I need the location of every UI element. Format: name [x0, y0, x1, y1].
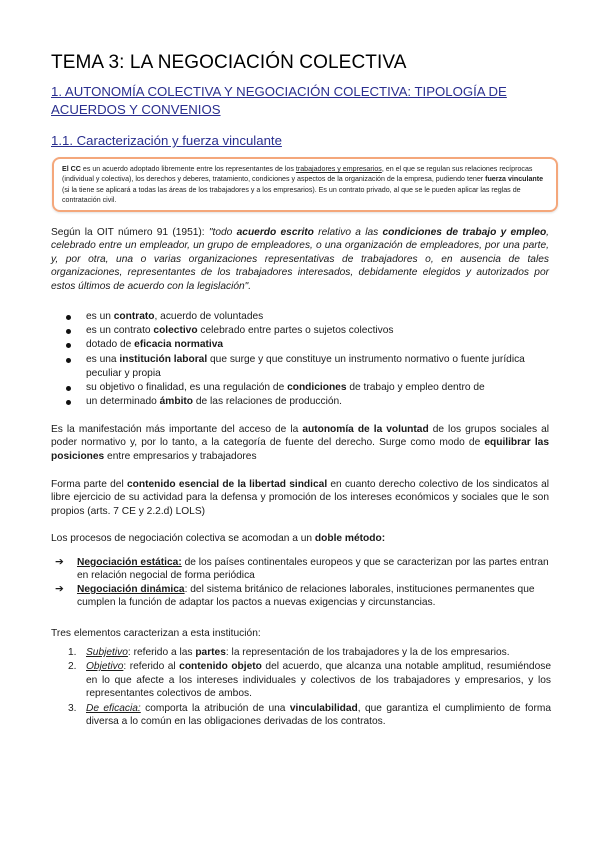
bullet-icon — [66, 358, 71, 363]
page-title: TEMA 3: LA NEGOCIACIÓN COLECTIVA — [51, 52, 407, 73]
methods-intro: Los procesos de negociación colectiva se acomodan a un doble método: — [51, 533, 386, 544]
definition-parties: trabajadores y empresarios — [295, 165, 382, 173]
characteristics-list — [51, 310, 551, 409]
definition-binding: fuerza vinculante — [485, 175, 544, 184]
arrow-right-icon: ➔ — [55, 556, 64, 568]
definition-box — [52, 157, 558, 212]
list-item: ➔ Negociación dinámica: del sistema británico de relaciones laborales, instituciones permanentes que cumplen la función de adaptar los pactos a nuevas exigencias y circunstancias. — [55, 582, 535, 609]
list-item: 1. Subjetivo: referido a las partes: la representación de los trabajadores y la de los empresarios. — [68, 647, 510, 658]
essential-content-paragraph: Forma parte del contenido esencial de la libertad sindical en cuanto derecho colectivo de los sindicatos al libre ejercicio de su actividad para la defensa y promoción de los intereses económicos y sociales que le son propios (arts. 7 CE y 2.2.d) LOLS) — [51, 479, 549, 517]
list-item: 2. Objetivo: referido al contenido objeto del acuerdo, que alcanza una notable amplitud, resumiéndose en lo que afecte a los intereses individuales y colectivos de los trabajadores y empresarios, y los representantes colectivos de ambos. — [68, 661, 551, 700]
definition-text: es un acuerdo adoptado libremente entre los representantes de los — [80, 165, 296, 173]
definition-text: , en el que se regulan sus relaciones recíprocas (individual y colectiva), los derechos y deberes, tratamiento, condiciones y aspectos de la organización de la empresa, pudiendo tener — [62, 165, 533, 184]
list-item: dotado de eficacia normativa — [51, 338, 551, 352]
bullet-icon — [66, 400, 71, 405]
arrow-right-icon: ➔ — [55, 582, 64, 595]
oit-quote: "todo acuerdo escrito relativo a las condiciones de trabajo y empleo, celebrado entre un empleador, un grupo de empleadores, o una organización de empleadores, por una parte, y, por otra, una o varias organizaciones representativas de trabajadores o, en ausencia de tales organizaciones, representantes de los trabajadores interesados, debidamente elegidos y autorizados por estos últimos de acuerdo con la legislación". — [51, 227, 550, 292]
section-heading: 1. AUTONOMÍA COLECTIVA Y NEGOCIACIÓN COLECTIVA: TIPOLOGÍA DE ACUERDOS Y CONVENIOS — [51, 84, 507, 117]
elements-list — [51, 646, 551, 729]
elements-intro: Tres elementos caracterizan a esta institución: — [51, 628, 261, 639]
list-item: su objetivo o finalidad, es una regulación de condiciones de trabajo y empleo dentro de — [51, 381, 551, 395]
list-item: ➔ Negociación estática: de los países continentales europeos y que se caracterizan por las partes entran en relación negocial de forma periódica — [55, 556, 549, 582]
definition-term: El CC — [62, 165, 81, 173]
bullet-icon — [66, 315, 71, 320]
definition-text: (si la tiene se aplicará a todas las áreas de los trabajadores y a los empresarios). Es un contrato privado, al que se le pueden aplicar las reglas de contratación civil. — [62, 185, 521, 205]
list-item: es una institución laboral que surge y que constituye un instrumento normativo o fuente jurídica peculiar y propia — [51, 353, 551, 381]
list-item: 3. De eficacia: comporta la atribución de una vinculabilidad, que garantiza el cumplimiento de forma diversa a lo común en las obligaciones derivadas de los contratos. — [68, 702, 551, 728]
manifestation-paragraph: Es la manifestación más importante del acceso de la autonomía de la voluntad de los grupos sociales al poder normativo y, por lo tanto, a la categoría de fuente del derecho. Surge como modo de equilibrar las posiciones entre empresarios y trabajadores — [51, 424, 550, 462]
list-item: es un contrato, acuerdo de voluntades — [51, 310, 551, 324]
oit-intro: Según la OIT número 91 (1951): — [51, 227, 209, 238]
bullet-icon — [66, 343, 71, 348]
oit-definition — [51, 226, 549, 293]
list-item: es un contrato colectivo celebrado entre partes o sujetos colectivos — [51, 324, 551, 338]
methods-list — [51, 556, 551, 610]
bullet-icon — [66, 386, 71, 391]
list-item: un determinado ámbito de las relaciones de producción. — [51, 395, 551, 409]
subsection-heading: 1.1. Caracterización y fuerza vinculante — [51, 133, 282, 148]
bullet-icon — [66, 329, 71, 334]
